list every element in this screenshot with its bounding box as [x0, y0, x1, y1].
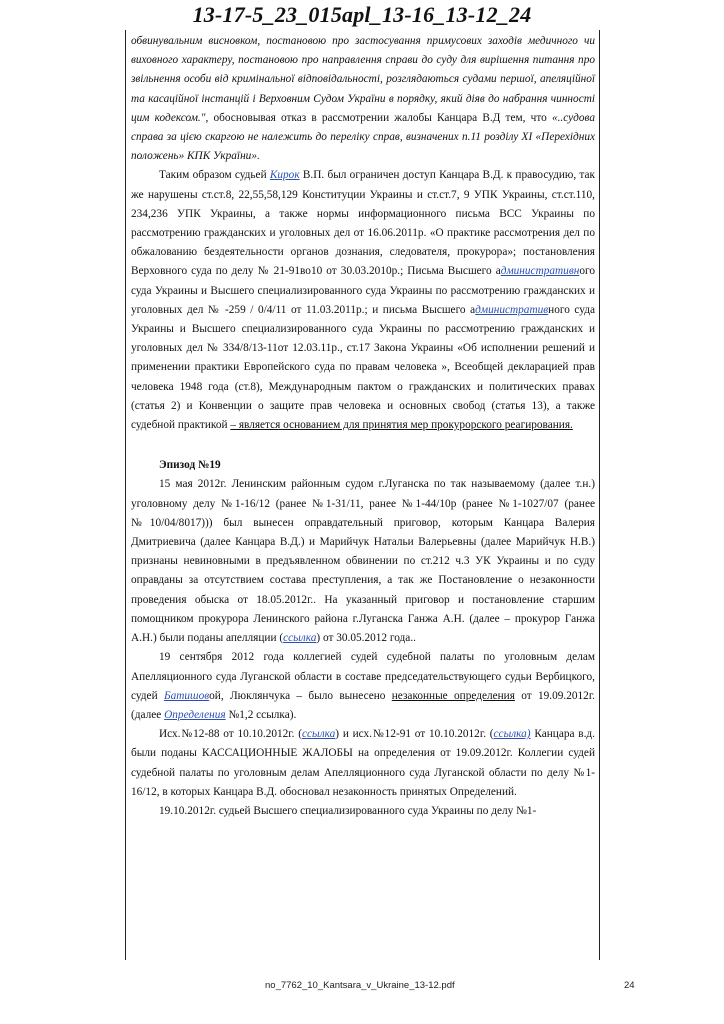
underlined-text: – является основанием для принятия мер прокурорского реагирования.	[230, 419, 573, 432]
link-batishov[interactable]: Батишов	[163, 689, 210, 702]
underlined-text: незаконные определения	[391, 689, 515, 702]
page-number: 24	[624, 980, 635, 991]
episode-heading: Эпизод №19	[159, 459, 221, 472]
footer-filename: no_7762_10_Kantsara_v_Ukraine_13-12.pdf	[265, 980, 455, 991]
text-run: 19 сентября 2012 года коллегией судей судебной палаты по уголовным делам Апелляционного суда Луганской области в составе председательствующего судьи Вербицкого, судей	[131, 651, 595, 702]
text-run: В.П. был ограничен доступ Канцара В.Д. к правосудию, так же нарушены ст.ст.8, 22,55,58,129 Конституции Украины и ст.ст.7, 9 УПК Украины, ст.ст.110, 234,236 УПК Украины, а также нормы информационного письма ВСС Украины по рассмотрению гражданских и уголовных дел от 16.06.2011р. «О практике рассмотрения дел по обжалованию бездеятельности органов дознания, следователя, прокурора»; постановления Верховного суда по делу № 21-91во10 от 30.03.2010р.; Письма Высшего а	[131, 169, 596, 278]
text-run: ) от 30.05.2012 года..	[316, 632, 416, 645]
text-run: Таким образом судьей	[159, 169, 270, 182]
spacer	[131, 435, 595, 456]
text-run: ) и исх.№12-91 от 10.10.2012г. (	[335, 728, 494, 741]
paragraph-2	[131, 166, 595, 435]
text-run: 15 мая 2012г. Ленинским районным судом г.Луганска по так называемому (далее т.н.) уголовному делу №1-16/12 (ранее №1-31/11, ранее №1-44/10р (ранее №1-1027/07 (ранее №10/04/8017))) был вынесен оправдательный приговор, которым Канцара Валерия Дмитриевича (далее Канцара В.Д.) и Марийчук Натальи Валерьевны (далее Марийчук Н.В.) признаны невиновными в предъявленном обвинении по ст.212 ч.3 УК Украины и по суду оправданы за отсутствием состава преступления, а так же Постановление о незаконности проведения обыска от 18.05.2012г.. На указанный приговор и постановление старшим помощником прокурора Ленинского района г.Луганска Ганжа А.Н. (далее – прокурор Ганжа А.Н.) были поданы апелляции (	[131, 478, 595, 645]
link-ssylka-12-88[interactable]: ссылка	[302, 728, 336, 741]
text-run: Исх.№12-88 от 10.10.2012г. (	[159, 728, 303, 741]
text-run: 19.10.2012г. судьей Высшего специализированного суда Украины по делу №1-	[159, 804, 537, 817]
document-body	[131, 32, 595, 821]
text-run: от 19.09.2012г. (далее	[131, 689, 596, 721]
text-run: №1,2 ссылка).	[225, 708, 297, 721]
paragraph-4	[131, 648, 595, 725]
quote-text: «..судова справа за цією скаргою не належить до переліку справ, визначених п.11 розділу XI «Перехідних положень» КПК України».	[131, 111, 595, 163]
link-ssylka-12-91[interactable]: ссылка)	[493, 728, 531, 741]
text-run: обосновывая отказ в рассмотрении жалобы Канцара В.Д тем, что	[208, 111, 552, 124]
text-run: ного суда Украины и Высшего специализированного суда Украины по рассмотрению гражданских и уголовных дел № 334/8/13-11от 12.03.11р., ст.17 Закона Украины «Об исполнении решений и применении практики Европейского суда по правам человека », Всеобщей декларацией прав человека 1948 года (ст.8), Международным пактом о гражданских и политических правах (статья 2) и Конвенции о защите прав человека и основных свобод (статья 13), а также судебной практикой	[131, 303, 595, 432]
link-administrativn-2[interactable]: дминистратив	[475, 303, 549, 316]
document-header-title: 13-17-5_23_015apl_13-16_13-12_24	[192, 2, 532, 27]
link-administrativn-1[interactable]: дминистративн	[500, 265, 580, 278]
text-run: ой, Люклянчука – было вынесено	[209, 689, 392, 702]
paragraph-3	[131, 475, 595, 648]
quote-text: обвинувальним висновком, постановою про застосування примусових заходів медичного чи виховного характеру, постановою про направлення справи до суду для вирішення питання про звільнення особи від кримінальної відповідальності, розглядаються судами першої, апеляційної та касаційної інстанцій і Верховним Судом України в порядку, який діяв до набрання чинності цим кодексом.",	[131, 35, 595, 124]
link-opredeleniya[interactable]: Определения	[164, 708, 226, 721]
link-ssylka-appeal[interactable]: ссылка	[283, 632, 317, 645]
text-run: Канцара в.д. были поданы КАССАЦИОННЫЕ ЖАЛОБЫ на определения от 19.09.2012г. Коллегии судей судебной палаты по уголовным делам Апелляционного суда Луганской области по делу №1-16/12, в которых Канцара В.Д. обосновал незаконность принятых Определений.	[131, 728, 596, 798]
paragraph-6	[131, 802, 595, 821]
paragraph-5	[131, 725, 595, 802]
text-run: ого суда Украины и Высшего специализированного суда Украины по рассмотрению гражданских и уголовных дел № -259 / 0/4/11 от 11.03.2011р.; и письма Высшего а	[131, 265, 595, 316]
paragraph-1	[131, 32, 595, 166]
link-kirok[interactable]: Кирок	[269, 169, 300, 182]
